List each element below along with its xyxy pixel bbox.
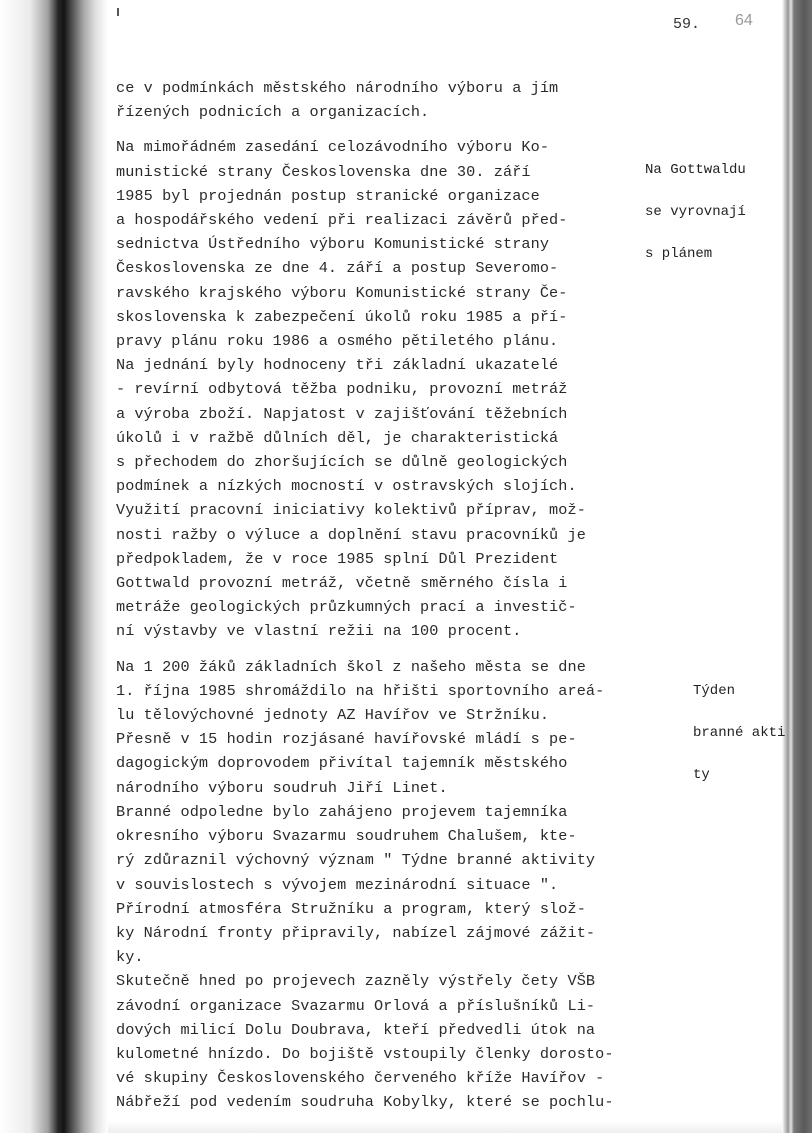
text-line: v souvislostech s vývojem mezinárodní situace ".: [116, 875, 559, 894]
text-line: ce v podmínkách městského národního výboru a jím: [116, 79, 559, 97]
text-line: národního výboru soudruh Jiří Linet.: [116, 778, 448, 797]
text-line: okresního výboru Svazarmu soudruhem Chalušem, kte-: [116, 827, 577, 846]
scan-edge-shadow: [782, 0, 812, 1133]
text-line: Na mimořádném zasedání celozávodního výboru Ko-: [116, 138, 550, 157]
margin-note-line: Týden: [693, 683, 736, 699]
text-line: Přírodní atmosféra Stružníku a program, který slož-: [116, 899, 586, 918]
archive-number: 64: [735, 12, 753, 29]
text-line: ky Národní fronty připravily, nabízel zájmové zážit-: [116, 923, 596, 942]
margin-note-gottwald: [645, 135, 746, 275]
stray-mark: [117, 8, 119, 16]
text-line: Přesně v 15 hodin rozjásané havířovské mládí s pe-: [116, 730, 577, 749]
text-line: Skutečně hned po projevech zazněly výstřely čety VŠB: [116, 972, 596, 991]
text-line: Československa ze dne 4. září a postup Severomo-: [116, 259, 559, 278]
text-line: nosti ražby o výluce a doplnění stavu pracovníků je: [116, 525, 586, 544]
text-line: kulometné hnízdo. Do bojiště vstoupily členky dorosto-: [116, 1044, 614, 1063]
scan-binding-shadow: [0, 0, 108, 1133]
text-line: úkolů i v ražbě důlních děl, je charakteristická: [116, 428, 559, 447]
text-line: pravy plánu roku 1986 a osmého pětiletého plánu.: [116, 332, 559, 351]
text-line: předpokladem, že v roce 1985 splní Důl Prezident: [116, 549, 559, 568]
text-line: Na 1 200 žáků základních škol z našeho města se dne: [116, 657, 586, 676]
paragraph-tyden: [116, 655, 646, 1115]
text-line: Na jednání byly hodnoceny tři základní ukazatelé: [116, 356, 559, 375]
document-body: [116, 76, 646, 1115]
text-line: dových milicí Dolu Doubrava, kteří předvedli útok na: [116, 1020, 596, 1039]
page-number: 59.: [673, 16, 701, 33]
margin-note-line: ty: [693, 767, 710, 783]
paragraph-gottwald: [116, 135, 646, 643]
text-line: skoslovenska k zabezpečení úkolů roku 1985 a pří-: [116, 307, 568, 326]
text-line: ravského krajského výboru Komunistické strany Če-: [116, 283, 568, 302]
text-line: ní výstavby ve vlastní režii na 100 procent.: [116, 622, 522, 641]
margin-note-line: branné akti: [693, 725, 786, 741]
text-line: 1. října 1985 shromáždilo na hřišti sportovního areá-: [116, 681, 605, 700]
text-line: závodní organizace Svazarmu Orlová a příslušníků Li-: [116, 996, 596, 1015]
text-line: munistické strany Československa dne 30. září: [116, 162, 531, 181]
text-line: - revírní odbytová těžba podniku, provozní metráž: [116, 380, 568, 399]
text-line: podmínek a nízkých mocností v ostravských slojích.: [116, 477, 577, 496]
margin-note-tyden: [693, 656, 785, 796]
text-line: řízených podnicích a organizacích.: [116, 103, 430, 122]
text-line: rý zdůraznil výchovný význam " Týdne branné aktivity: [116, 851, 596, 870]
text-line: vé skupiny Československého červeného kříže Havířov -: [116, 1069, 605, 1088]
text-line: a hospodářského vedení při realizaci závěrů před-: [116, 211, 568, 230]
text-line: ky.: [116, 948, 144, 967]
text-line: Gottwald provozní metráž, včetně směrného čísla i: [116, 574, 568, 593]
text-line: metráže geologických průzkumných prací a investič-: [116, 598, 577, 617]
margin-note-line: s plánem: [645, 246, 713, 262]
text-line: lu tělovýchovné jednoty AZ Havířov ve Stržníku.: [116, 706, 550, 725]
paragraph-intro: [116, 76, 646, 124]
text-line: a výroba zboží. Napjatost v zajišťování těžebních: [116, 404, 568, 423]
text-line: dagogickým doprovodem přivítal tajemník městského: [116, 754, 568, 773]
margin-note-line: se vyrovnají: [645, 204, 746, 220]
text-line: 1985 byl projednán postup stranické organizace: [116, 186, 540, 205]
text-line: s přechodem do zhoršujících se důlně geologických: [116, 453, 568, 472]
text-line: Nábřeží pod vedením soudruha Kobylky, které se pochlu-: [116, 1093, 614, 1112]
text-line: Branné odpoledne bylo zahájeno projevem tajemníka: [116, 802, 568, 821]
margin-note-line: Na Gottwaldu: [645, 162, 746, 178]
text-line: sednictva Ústředního výboru Komunistické strany: [116, 235, 550, 254]
text-line: Využití pracovní iniciativy kolektivů příprav, mož-: [116, 501, 586, 520]
page-bottom-edge: [108, 1121, 782, 1133]
